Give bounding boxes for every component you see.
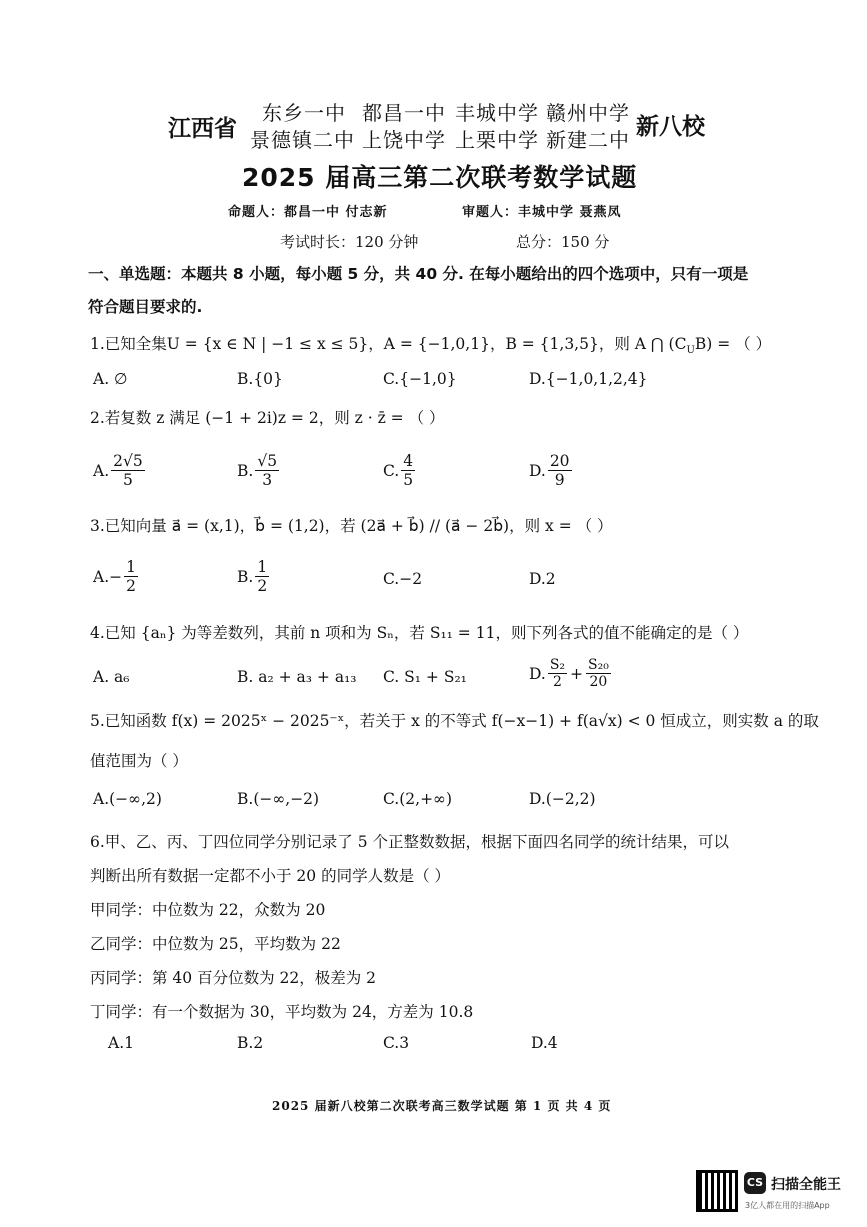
page-title: 2025 届高三第二次联考数学试题 [242,163,638,192]
question-4-option-a: A. a₆ [93,668,130,686]
question-1-option-d: D.{−1,0,1,2,4} [529,370,648,388]
alliance-label: 新八校 [636,114,705,140]
question-2-option-a: A. 2√5 5 [93,452,143,489]
question-4-option-c: C. S₁ + S₂₁ [383,668,467,686]
question-3-option-d: D.2 [529,570,556,588]
question-6-option-d: D.4 [531,1034,558,1052]
camscanner-name: 扫描全能王 [771,1177,841,1193]
question-3-option-a: A.− $\frac{1}{2}$ [93,558,136,595]
question-2-option-b: B. √5 3 [237,452,278,489]
question-4-option-b: B. a₂ + a₃ + a₁₃ [237,668,357,686]
camscanner-tagline: 3亿人都在用的扫描App [745,1201,830,1210]
school-3: 丰城中学 [455,101,539,125]
question-5-option-d: D.(−2,2) [529,790,596,808]
question-2-option-c: C. 4 5 [383,452,414,489]
school-1: 东乡一中 [262,101,346,125]
question-6-option-c: C.3 [383,1034,410,1052]
question-6-stat-1: 甲同学：中位数为 22，众数为 20 [90,901,326,919]
question-1-option-b: B.{0} [237,370,283,388]
question-6-stem-cont: 判断出所有数据一定都不小于 20 的同学人数是（ ） [90,867,451,885]
exam-duration: 考试时长：120 分钟 [280,233,419,251]
school-2: 都昌一中 [362,101,446,125]
qr-code-icon [696,1170,738,1212]
question-4-option-d: D. S₂ 2 + $\frac{\text{S₂₀}}{20}$ [529,657,609,690]
question-5-option-c: C.(2,+∞) [383,790,453,808]
school-4: 赣州中学 [546,101,630,125]
question-4-stem: 4.已知 {aₙ} 为等差数列，其前 n 项和为 Sₙ，若 S₁₁ = 11，则下列各式的值不能确定的是（ ） [90,624,749,642]
question-1-stem: 1.已知全集U = {x ∈ N | −1 ≤ x ≤ 5}，A = {−1,0,1}，B = {1,3,5}，则 A ⋂ $(C_UB)$ = （ ） [90,335,772,357]
question-6-stat-2: 乙同学：中位数为 25，平均数为 22 [90,935,341,953]
exam-total-score: 总分：150 分 [516,233,610,251]
question-6-option-b: B.2 [237,1034,264,1052]
question-6-option-a: A.1 [108,1034,134,1052]
question-1-option-c: C.{−1,0} [383,370,457,388]
question-1-option-a: A. ∅ [93,370,128,388]
school-8: 新建二中 [546,128,630,152]
question-6-stat-4: 丁同学：有一个数据为 30，平均数为 24，方差为 10.8 [90,1003,474,1021]
question-5-option-a: A.(−∞,2) [93,790,162,808]
question-2-stem: 2.若复数 z 满足 (−1 + 2i)z = 2，则 z · z̄ = （ ） [90,409,445,427]
question-6-stem: 6.甲、乙、丙、丁四位同学分别记录了 5 个正整数数据，根据下面四名同学的统计结果，可以 [90,833,730,851]
page-footer: 2025 届新八校第二次联考高三数学试题 第 1 页 共 4 页 [272,1099,612,1113]
question-5-stem-cont: 值范围为（ ） [90,752,188,770]
question-2-option-d: D. 20 9 [529,452,570,489]
question-5-option-b: B.(−∞,−2) [237,790,320,808]
province-label: 江西省 [168,116,237,142]
camscanner-logo-icon: CS [744,1172,766,1194]
question-5-stem: 5.已知函数 f(x) = 2025ˣ − 2025⁻ˣ，若关于 x 的不等式 f(−x−1) + f(a√x) < 0 恒成立，则实数 a 的取 [90,712,819,730]
section-heading: 一、单选题：本题共 8 小题，每小题 5 分，共 40 分. 在每小题给出的四个选项中，只有一项是 [88,265,749,283]
question-3-option-b: B. 1 2 [237,558,268,595]
school-5: 景德镇二中 [250,128,355,152]
question-3-option-c: C.−2 [383,570,423,588]
school-7: 上栗中学 [455,128,539,152]
reviewer-credit: 审题人：丰城中学 聂燕凤 [462,205,622,220]
question-6-stat-3: 丙同学：第 40 百分位数为 22，极差为 2 [90,969,377,987]
creator-credit: 命题人：都昌一中 付志新 [228,205,388,220]
section-heading-cont: 符合题目要求的. [88,298,203,316]
school-6: 上饶中学 [362,128,446,152]
question-3-stem: 3.已知向量 a⃗ = (x,1)，b⃗ = (1,2)，若 (2a⃗ + b⃗) // (a⃗ − 2b⃗)，则 x = （ ） [90,517,613,535]
